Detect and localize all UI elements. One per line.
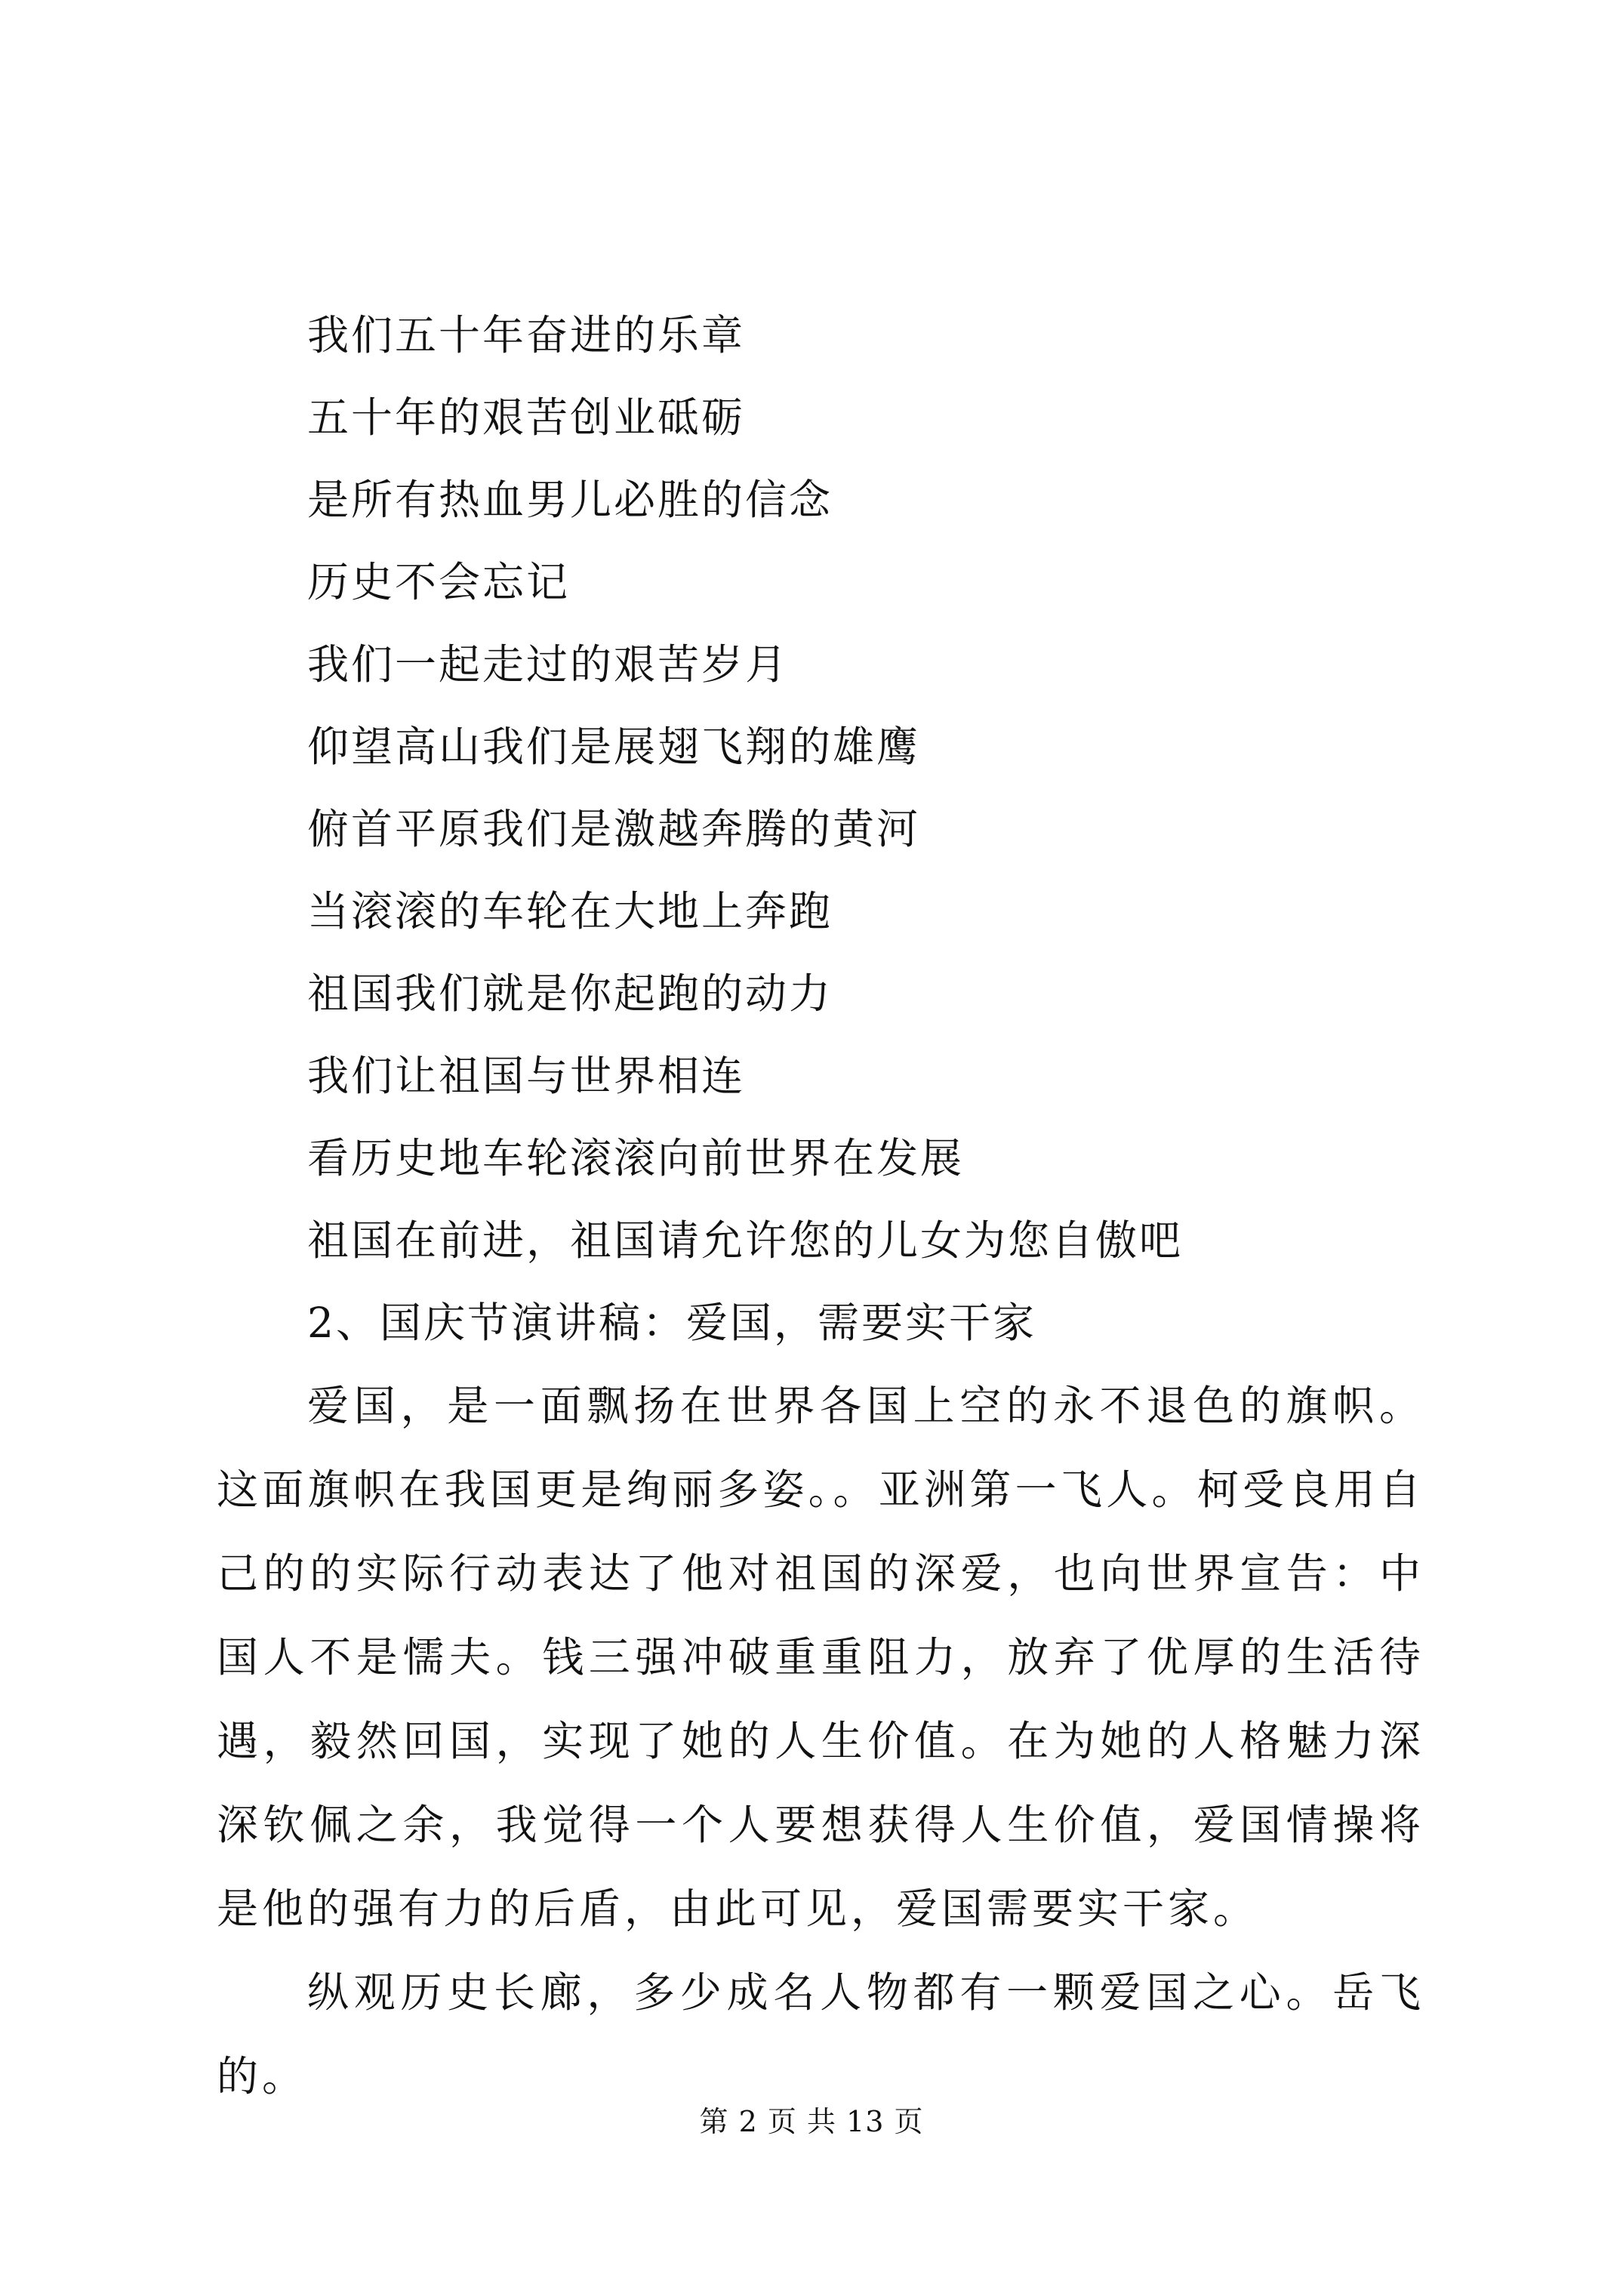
poem-line: 五十年的艰苦创业砥砺 [307,393,746,442]
poem-line: 看历史地车轮滚滚向前世界在发展 [307,1134,965,1182]
body-paragraph: 爱国，是一面飘扬在世界各国上空的永不退色的旗帜。这面旗帜在我国更是绚丽多姿。。亚洲第一飞人。柯受良用自己的的实际行动表达了他对祖国的深爱，也向世界宣告：中国人不是懦夫。钱三强冲破重重阻力，放弃了优厚的生活待遇，毅然回国，实现了她的人生价值。在为她的人格魅力深深钦佩之余，我觉得一个人要想获得人生价值，爱国情操将是他的强有力的后盾，由此可见，爱国需要实干家。 [217,1382,1424,1933]
poem-line: 祖国我们就是你起跑的动力 [307,969,833,1018]
page-footer: 第 2 页 共 13 页 [699,2105,924,2138]
poem-line: 仰望高山我们是展翅飞翔的雄鹰 [307,723,921,771]
section-heading: 2、国庆节演讲稿：爱国，需要实干家 [307,1299,1036,1347]
poem-line: 俯首平原我们是激越奔腾的黄河 [307,805,921,853]
poem-line: 我们五十年奋进的乐章 [307,311,746,359]
poem-line: 我们一起走过的艰苦岁月 [307,640,790,689]
poem-line: 历史不会忘记 [307,558,571,606]
body-paragraph: 纵观历史长廊，多少成名人物都有一颗爱国之心。岳飞的。 [217,1968,1424,2100]
poem-block [217,294,1424,1282]
poem-line: 当滚滚的车轮在大地上奔跑 [307,887,833,935]
poem-line: 我们让祖国与世界相连 [307,1052,746,1100]
poem-line: 是所有热血男儿必胜的信念 [307,476,833,524]
page-content [217,294,1424,2119]
poem-line: 祖国在前进，祖国请允许您的儿女为您自傲吧 [307,1216,1184,1265]
